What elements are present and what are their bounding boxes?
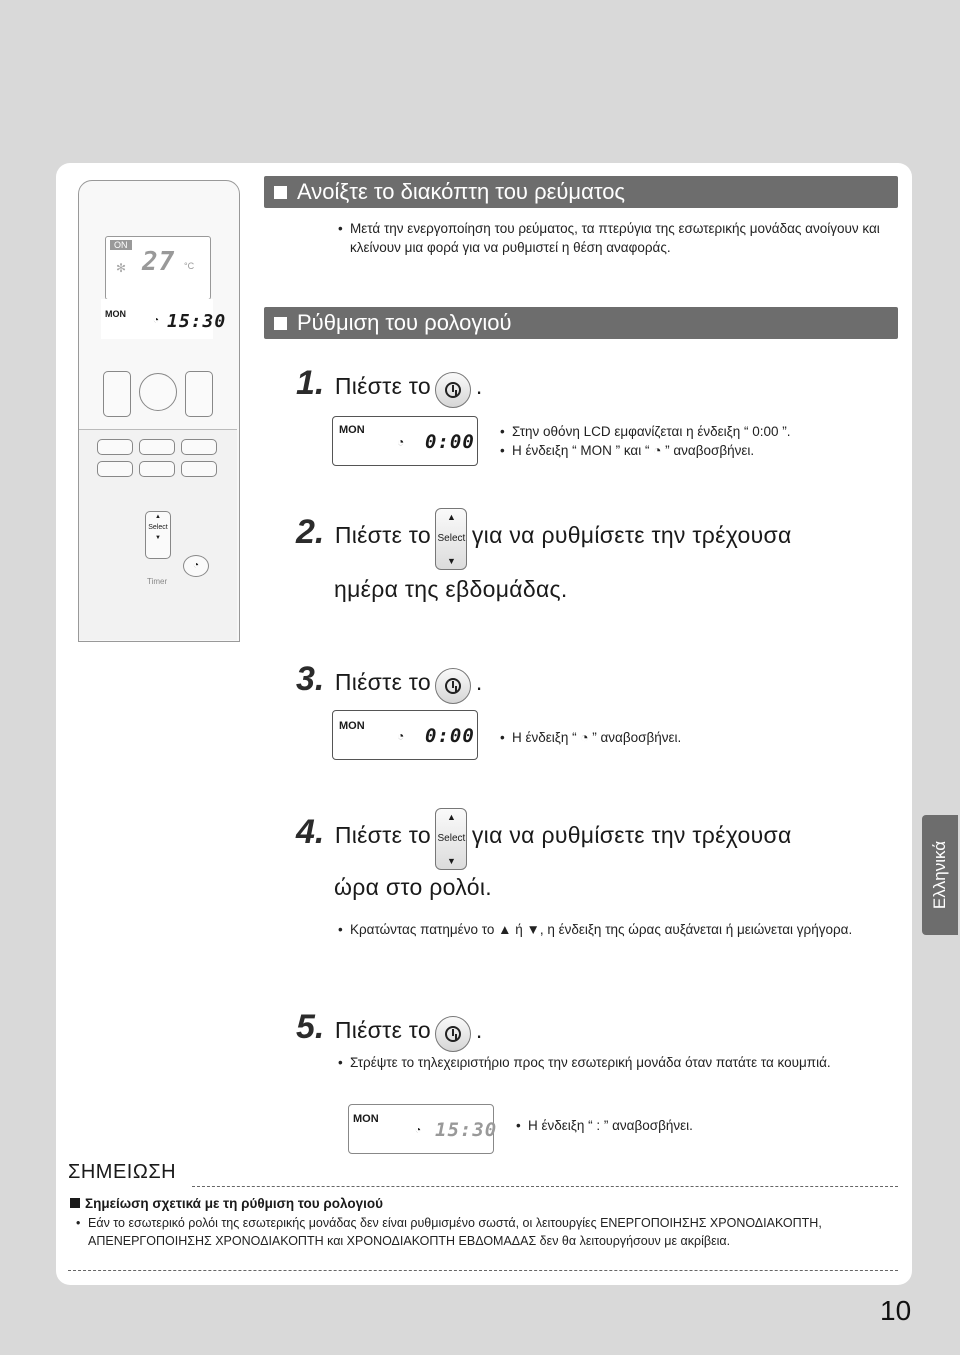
step-3-lcd-day: MON (339, 720, 365, 732)
remote-lcd (105, 236, 211, 300)
language-side-tab-label: Ελληνικά (930, 840, 949, 910)
remote-select-button[interactable]: ▲ Select ▼ (145, 511, 171, 559)
fan-icon: ✻ (116, 261, 127, 275)
power-bullet-text: Μετά την ενεργοποίηση του ρεύματος, τα πτερύγια της εσωτερικής μονάδας ανοίγουν και κλείνουν μια φορά για να ρυθμιστεί η θέση αναφοράς. (350, 221, 880, 255)
step-5-number: 5. (296, 1008, 325, 1046)
remote-timer-clock-button[interactable]: ◔ (183, 555, 209, 577)
select-button-label: Select (437, 833, 466, 844)
square-bullet-icon (70, 1198, 80, 1208)
step-1-number: 1. (296, 364, 325, 402)
remote-temp-display: 27 (142, 247, 176, 277)
note-bullet-text: Εάν το εσωτερικό ρολόι της εσωτερικής μονάδας δεν είναι ρυθμισμένο σωστά, οι λειτουργίες ΕΝΕΡΓΟΠΟΙΗΣΗΣ ΧΡΟΝΟΔΙΑΚΟΠΤΗ, ΑΠΕΝΕΡΓΟΠΟΙΗΣΗΣ ΧΡΟΝΟΔΙΑΚΟΠΤΗ και ΧΡΟΝΟΔΙΑΚΟΠΤΗ ΕΒΔΟΜΑΔΑΣ δεν θα λειτουργήσουν με ακρίβεια. (88, 1216, 822, 1248)
step-3-bullet: • Η ένδειξη “ ◔ ” αναβοσβήνει. (500, 730, 682, 745)
step-4-suffix: για να ρυθμίσετε την τρέχουσα (471, 822, 792, 849)
section-header-power (264, 176, 898, 208)
step-1-lcd-day: MON (339, 424, 365, 436)
remote-powerful-button[interactable] (97, 461, 133, 477)
step-5-text: Πιέστε το (334, 1017, 431, 1043)
select-button-icon: ▲ Select ▼ (435, 808, 467, 870)
step-5-lcd-bullet: • Η ένδειξη “ : ” αναβοσβήνει. (516, 1118, 693, 1133)
step-3-bullet-text: Η ένδειξη “ ◔ ” αναβοσβήνει. (512, 730, 682, 745)
remote-mode-button[interactable] (97, 439, 133, 455)
step-3-heading (296, 660, 483, 704)
page-number: 10 (880, 1295, 912, 1326)
remote-temp-down-button[interactable] (185, 371, 213, 417)
step-1-bullet-1-text: Στην οθόνη LCD εμφανίζεται η ένδειξη “ 0:00 ”. (512, 424, 791, 439)
step-2-suffix: για να ρυθμίσετε την τρέχουσα (471, 522, 792, 549)
remote-temp-unit: °C (184, 261, 195, 271)
step-1-heading (296, 364, 483, 408)
step-5-bullet: • Στρέψτε το τηλεχειριστήριο προς την εσωτερική μονάδα όταν πατάτε τα κουμπιά. (338, 1055, 831, 1070)
select-button-icon: ▲ Select ▼ (435, 508, 467, 570)
step-3-lcd (332, 710, 478, 760)
step-4-bullet: • Κρατώντας πατημένο το ▲ ή ▼, η ένδειξη της ώρας αυξάνεται ή μειώνεται γρήγορα. (338, 922, 853, 937)
step-5-suffix: . (475, 1017, 483, 1043)
remote-on-off-button[interactable] (139, 373, 177, 411)
note-heading: ΣΗΜΕΙΩΣΗ (68, 1161, 177, 1183)
remote-timer-label: Timer (147, 577, 168, 586)
step-2-line2: ημέρα της εβδομάδας. (334, 576, 568, 602)
clock-button-icon (435, 668, 471, 704)
step-1-bullet-1: • Στην οθόνη LCD εμφανίζεται η ένδειξη “ 0:00 ”. (500, 424, 791, 439)
step-3-lcd-time: 0:00 (425, 725, 475, 747)
step-3-lcd-clock-icon: ◔ (397, 729, 405, 743)
step-1-bullet-2: • Η ένδειξη “ MON ” και “ ◔ ” αναβοσβήνει. (500, 443, 755, 458)
step-2-text: Πιέστε το (334, 522, 431, 549)
remote-lcd-bottom (101, 299, 227, 339)
note-subheading (70, 1196, 383, 1211)
step-4-number: 4. (296, 813, 325, 852)
step-4-bullet-text: Κρατώντας πατημένο το ▲ ή ▼, η ένδειξη της ώρας αυξάνεται ή μειώνεται γρήγορα. (350, 922, 853, 937)
remote-clock-icon: ◔ (153, 315, 160, 326)
step-5-bullet-text: Στρέψτε το τηλεχειριστήριο προς την εσωτερική μονάδα όταν πατάτε τα κουμπιά. (350, 1055, 831, 1070)
remote-on-label: ON (110, 240, 132, 250)
remote-fan-button[interactable] (139, 439, 175, 455)
section-title-power: Ανοίξτε το διακόπτη του ρεύματος (297, 179, 626, 204)
remote-day: MON (105, 309, 126, 319)
step-5-lcd-clock-icon: ◔ (415, 1125, 422, 1136)
note-bullet: • Εάν το εσωτερικό ρολόι της εσωτερικής μονάδας δεν είναι ρυθμισμένο σωστά, οι λειτουργίες ΕΝΕΡΓΟΠΟΙΗΣΗΣ ΧΡΟΝΟΔΙΑΚΟΠΤΗ, ΑΠΕΝΕΡΓΟΠΟΙΗΣΗΣ ΧΡΟΝΟΔΙΑΚΟΠΤΗ και ΧΡΟΝΟΔΙΑΚΟΠΤΗ ΕΒΔΟΜΑΔΑΣ δεν θα λειτουργήσουν με ακρίβεια. (76, 1216, 822, 1248)
section-title-clock: Ρύθμιση του ρολογιού (297, 310, 512, 335)
step-2-heading (296, 508, 792, 570)
step-1-text: Πιέστε το (334, 373, 431, 399)
remote-controller-illustration (78, 180, 240, 642)
remote-econo-button[interactable] (139, 461, 175, 477)
step-1-suffix: . (475, 373, 483, 399)
note-divider-top (192, 1186, 898, 1187)
step-4-heading (296, 808, 792, 870)
select-button-label: Select (437, 533, 466, 544)
step-5-lcd-day: MON (353, 1113, 379, 1125)
power-bullet: • Μετά την ενεργοποίηση του ρεύματος, τα πτερύγια της εσωτερικής μονάδας ανοίγουν και κλείνουν μια φορά για να ρυθμιστεί η θέση αναφοράς. (338, 221, 880, 255)
remote-time: 15:30 (167, 311, 227, 332)
step-5-lcd-bullet-text: Η ένδειξη “ : ” αναβοσβήνει. (528, 1118, 693, 1133)
step-4-text: Πιέστε το (334, 822, 431, 849)
step-1-lcd (332, 416, 478, 466)
remote-select-label: Select (148, 524, 168, 531)
remote-temp-up-button[interactable] (103, 371, 131, 417)
note-subheading-text: Σημείωση σχετικά με τη ρύθμιση του ρολογιού (85, 1196, 383, 1211)
square-bullet-icon (274, 186, 287, 199)
step-5-lcd (348, 1104, 498, 1154)
remote-swing-button[interactable] (181, 439, 217, 455)
step-1-bullet-2-text: Η ένδειξη “ MON ” και “ ◔ ” αναβοσβήνει. (512, 443, 755, 458)
section-header-clock (264, 307, 898, 339)
step-1-lcd-clock-icon: ◔ (397, 435, 405, 449)
step-4-line2: ώρα στο ρολόι. (334, 874, 492, 900)
clock-button-icon (435, 1016, 471, 1052)
step-3-text: Πιέστε το (334, 669, 431, 695)
remote-comfort-button[interactable] (181, 461, 217, 477)
language-side-tab (922, 815, 958, 935)
square-bullet-icon (274, 317, 287, 330)
step-1-lcd-time: 0:00 (425, 431, 475, 453)
clock-button-icon (435, 372, 471, 408)
step-5-lcd-time: 15:30 (435, 1119, 498, 1141)
step-3-number: 3. (296, 660, 325, 698)
step-5-heading (296, 1008, 483, 1052)
step-3-suffix: . (475, 669, 483, 695)
note-divider-bottom (68, 1270, 898, 1271)
step-2-number: 2. (296, 513, 325, 552)
